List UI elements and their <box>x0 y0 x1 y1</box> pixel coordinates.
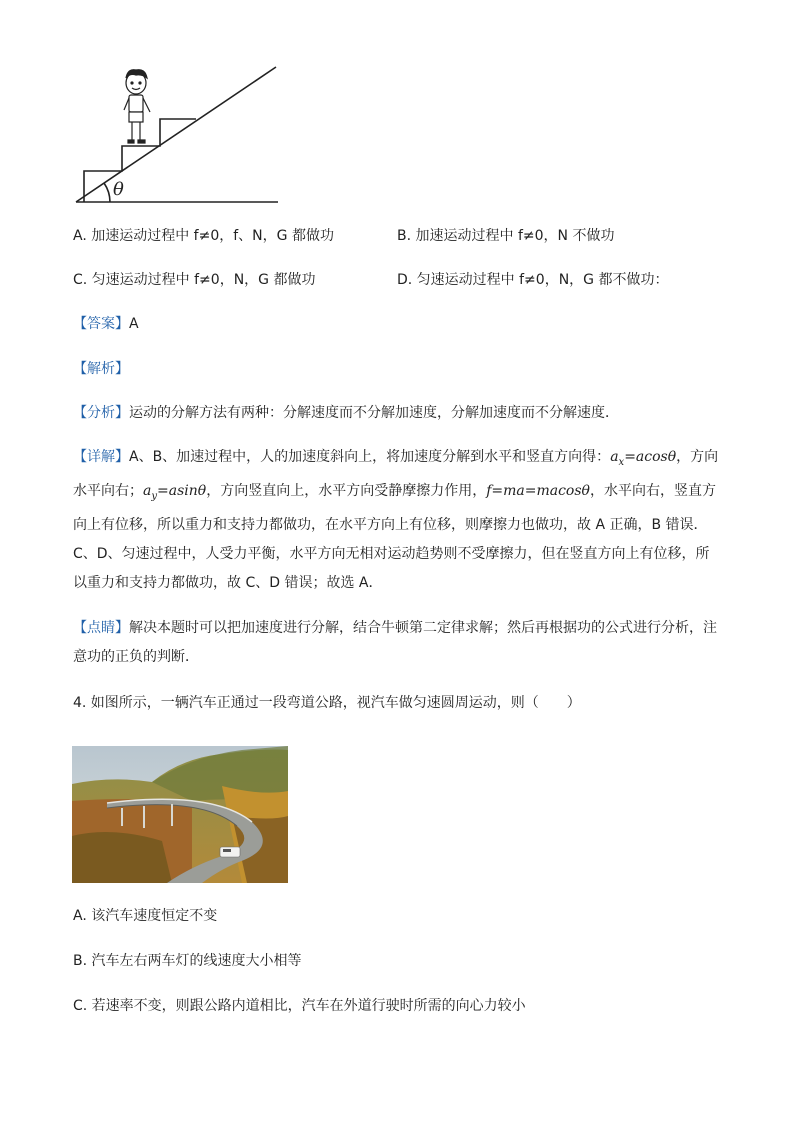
q3-option-d: D. 匀速运动过程中 f≠0，N，G 都不做功： <box>397 272 669 288</box>
dianjing-paragraph <box>73 614 723 672</box>
incline-stairs-figure <box>70 62 285 207</box>
q4-option-b: B. 汽车左右两车灯的线速度大小相等 <box>73 953 302 969</box>
fenxi-line <box>73 403 619 423</box>
answer-value: A <box>129 316 139 332</box>
f-equation: f=ma=macosθ <box>486 482 590 499</box>
dianjing-tag: 【点睛】 <box>73 620 129 636</box>
fenxi-tag: 【分析】 <box>73 405 129 421</box>
curved-road-photo <box>72 746 288 883</box>
ay-subscript: y <box>151 490 158 502</box>
q3-option-b: B. 加速运动过程中 f≠0，N 不做功 <box>397 228 615 244</box>
analysis-tag: 【解析】 <box>73 361 129 377</box>
detail-text-1: A、B、加速过程中，人的加速度斜向上，将加速度分解到水平和竖直方向得： <box>129 449 611 465</box>
detail-tag: 【详解】 <box>73 449 129 465</box>
detail-text-2: ，方向水平向右； <box>73 449 719 499</box>
ay-equation: =asinθ <box>157 482 207 499</box>
detail-text-4: ，水平向右，竖直方向上有位移，所以重力和支持力都做功，在水平方向上有位移，则摩擦力也做功，故 A 正确，B 错误．C、D、匀速过程中，人受力平衡，水平方向无相对运动趋势则不受摩擦力，但在竖直方向上有位移，所以重力和支持力都做功，故 C、D 错误；故选 A． <box>73 482 716 591</box>
q3-option-c: C. 匀速运动过程中 f≠0，N，G 都做功 <box>73 272 316 288</box>
ax-equation: =acosθ <box>624 449 677 465</box>
q4-stem: 4. 如图所示，一辆汽车正通过一段弯道公路，视汽车做匀速圆周运动，则（ ） <box>73 695 581 711</box>
angle-label: θ <box>113 179 124 200</box>
answer-tag: 【答案】 <box>73 316 129 332</box>
angle-arc <box>104 183 110 202</box>
ax-subscript: x <box>618 456 625 468</box>
answer-line <box>73 314 139 334</box>
q4-option-a: A. 该汽车速度恒定不变 <box>73 908 218 924</box>
dianjing-text: 解决本题时可以把加速度进行分解，结合牛顿第二定律求解；然后再根据功的公式进行分析，注意功的正负的判断． <box>73 620 717 665</box>
fenxi-text: 运动的分解方法有两种：分解速度而不分解加速度，分解加速度而不分解速度． <box>129 405 619 421</box>
incline-line <box>76 67 276 202</box>
ax-symbol: a <box>610 449 619 465</box>
ay-symbol: a <box>143 482 152 499</box>
q4-option-c: C. 若速率不变，则跟公路内道相比，汽车在外道行驶时所需的向心力较小 <box>73 998 526 1014</box>
boy-figure <box>124 70 150 143</box>
detail-text-3: ，方向竖直向上，水平方向受静摩擦力作用， <box>206 482 487 499</box>
q3-option-a: A. 加速运动过程中 f≠0，f、N，G 都做功 <box>73 228 334 244</box>
detail-paragraph <box>73 443 723 598</box>
